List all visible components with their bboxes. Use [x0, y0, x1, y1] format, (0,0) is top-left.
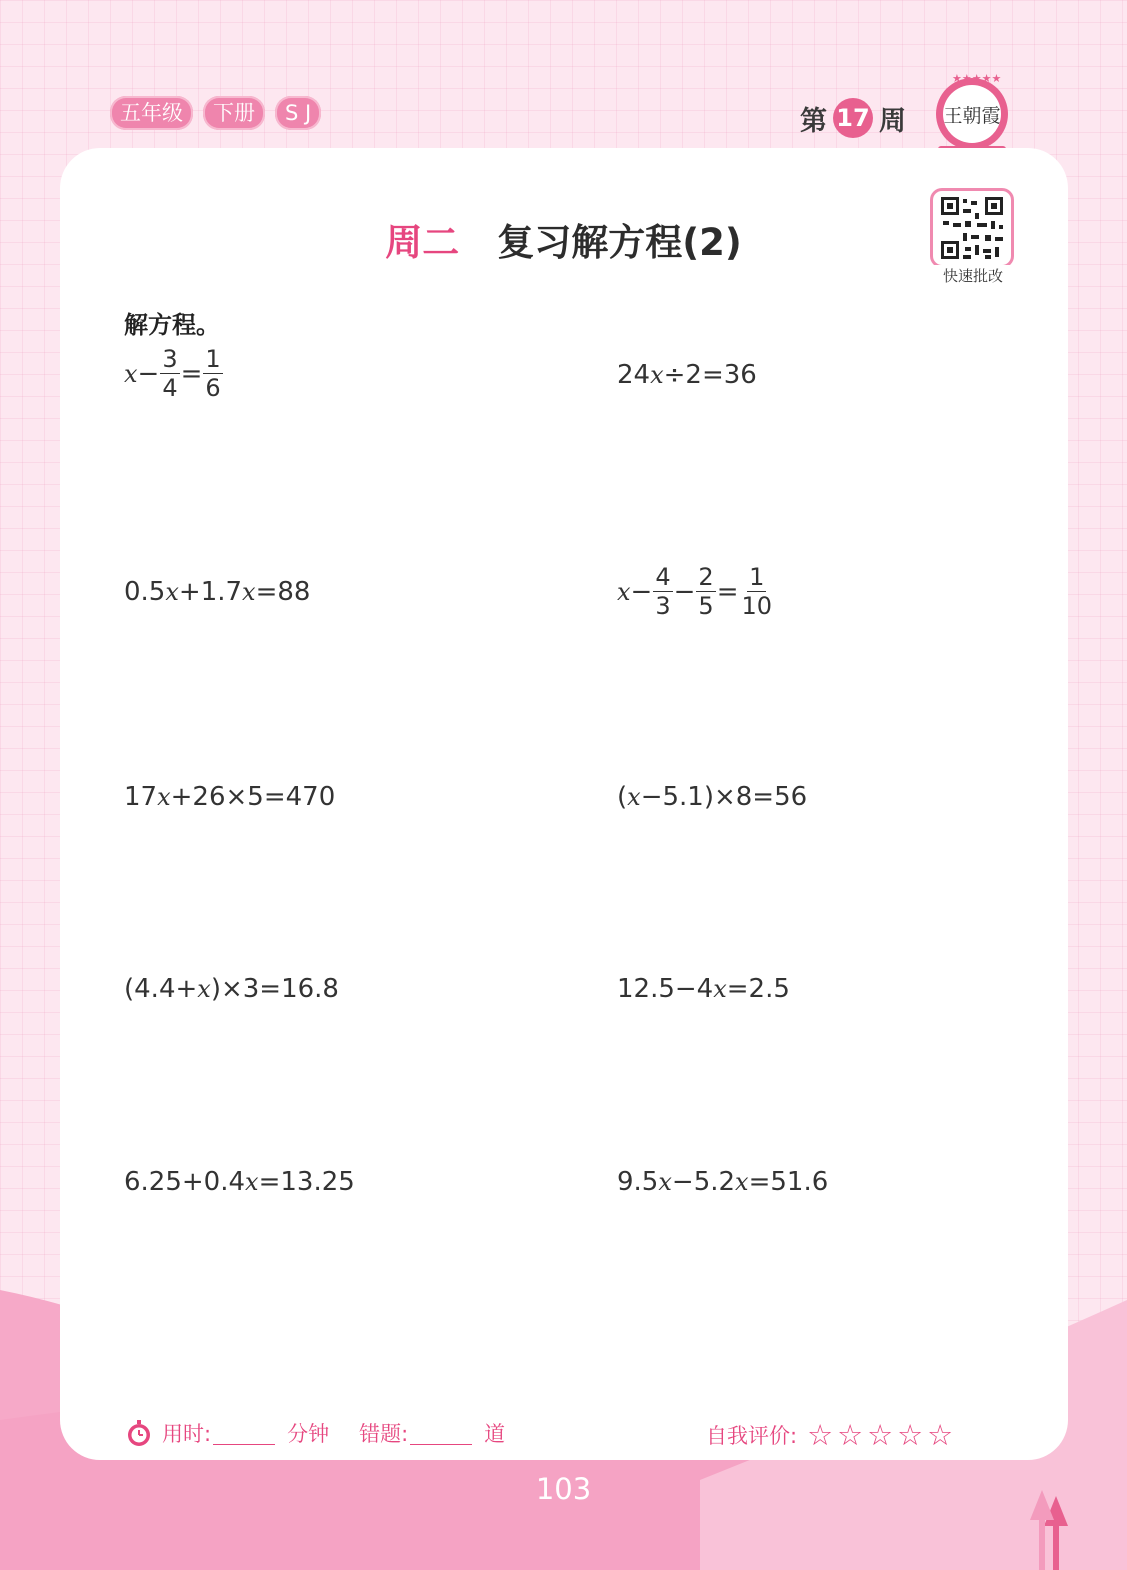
self-eval-label: 自我评价: — [706, 1424, 798, 1448]
variable: x — [157, 783, 171, 811]
equation-1 — [124, 345, 224, 402]
term: 9.5 — [617, 1167, 659, 1197]
page-number: 103 — [535, 1472, 592, 1506]
week-indicator — [800, 98, 906, 138]
term: =13.25 — [258, 1167, 355, 1197]
denominator: 6 — [205, 374, 221, 402]
numerator: 1 — [205, 345, 221, 373]
count-label: 道 — [484, 1422, 506, 1446]
denominator: 5 — [698, 592, 714, 620]
term: 24 — [617, 360, 651, 390]
term: +26×5=470 — [170, 782, 336, 812]
arrow-decoration-icon — [1026, 1490, 1076, 1570]
fraction — [160, 345, 179, 402]
week-prefix: 第 — [800, 105, 827, 137]
equation-6 — [617, 782, 807, 812]
grade-tag: 五年级 — [110, 96, 193, 130]
week-number-badge: 17 — [833, 98, 873, 138]
operator: − — [630, 576, 653, 607]
equation-8 — [617, 974, 790, 1004]
numerator: 1 — [749, 563, 765, 591]
term: (4.4+ — [124, 974, 198, 1004]
variable: x — [735, 1168, 749, 1196]
time-label: 用时: — [162, 1422, 212, 1446]
title-day: 周二 — [385, 221, 460, 264]
term: 17 — [124, 782, 158, 812]
fraction — [203, 345, 222, 402]
variable: x — [245, 1168, 259, 1196]
denominator: 10 — [741, 592, 773, 620]
equation-7 — [124, 974, 339, 1004]
variable: x — [197, 975, 211, 1003]
svg-text:★★★★★: ★★★★★ — [952, 72, 1002, 85]
instruction-text: 解方程。 — [124, 311, 220, 339]
stopwatch-icon — [124, 1418, 154, 1448]
denominator: 3 — [655, 592, 671, 620]
equation-3 — [124, 577, 310, 607]
term: =88 — [255, 577, 311, 607]
variable: x — [617, 577, 631, 606]
logo-text: 王朝霞 — [943, 105, 1001, 127]
fraction — [696, 563, 715, 620]
term: ÷2=36 — [663, 360, 757, 390]
term: 6.25+0.4 — [124, 1167, 246, 1197]
denominator: 4 — [162, 374, 178, 402]
qr-label: 快速批改 — [924, 265, 1022, 286]
term: −5.1)×8=56 — [640, 782, 808, 812]
numerator: 2 — [698, 563, 714, 591]
equation-4 — [617, 563, 775, 620]
equation-9 — [124, 1167, 355, 1197]
numerator: 4 — [655, 563, 671, 591]
term: 0.5 — [124, 577, 166, 607]
edition-tag: S J — [275, 96, 321, 130]
header-tags — [110, 96, 321, 130]
term: )×3=16.8 — [210, 974, 339, 1004]
week-suffix: 周 — [879, 105, 906, 137]
rating-stars[interactable]: ☆☆☆☆☆ — [807, 1418, 958, 1452]
errors-blank[interactable] — [410, 1422, 472, 1445]
variable: x — [713, 975, 727, 1003]
equation-10 — [617, 1167, 828, 1197]
operator: − — [673, 576, 696, 607]
equals-sign: = — [716, 576, 739, 607]
equation-5 — [124, 782, 335, 812]
equals-sign: = — [180, 358, 203, 389]
fraction — [653, 563, 672, 620]
variable: x — [165, 578, 179, 606]
term: =2.5 — [726, 974, 790, 1004]
brand-logo-icon — [930, 70, 1014, 160]
qr-code[interactable] — [930, 188, 1014, 268]
term: =51.6 — [748, 1167, 829, 1197]
title-text: 复习解方程(2) — [497, 221, 742, 264]
numerator: 3 — [162, 345, 178, 373]
operator: − — [137, 358, 160, 389]
time-record — [124, 1418, 505, 1448]
volume-tag: 下册 — [203, 96, 265, 130]
variable: x — [124, 359, 138, 388]
time-blank[interactable] — [213, 1422, 275, 1445]
term: −5.2 — [671, 1167, 736, 1197]
term: +1.7 — [178, 577, 243, 607]
errors-label: 错题: — [359, 1422, 409, 1446]
term: ( — [617, 782, 628, 812]
self-evaluation — [706, 1418, 957, 1452]
minutes-label: 分钟 — [287, 1422, 330, 1446]
term: 12.5−4 — [617, 974, 714, 1004]
variable: x — [650, 361, 664, 389]
variable: x — [242, 578, 256, 606]
variable: x — [627, 783, 641, 811]
fraction — [740, 563, 775, 620]
qr-code-icon — [933, 191, 1011, 265]
equation-2 — [617, 360, 757, 390]
variable: x — [658, 1168, 672, 1196]
